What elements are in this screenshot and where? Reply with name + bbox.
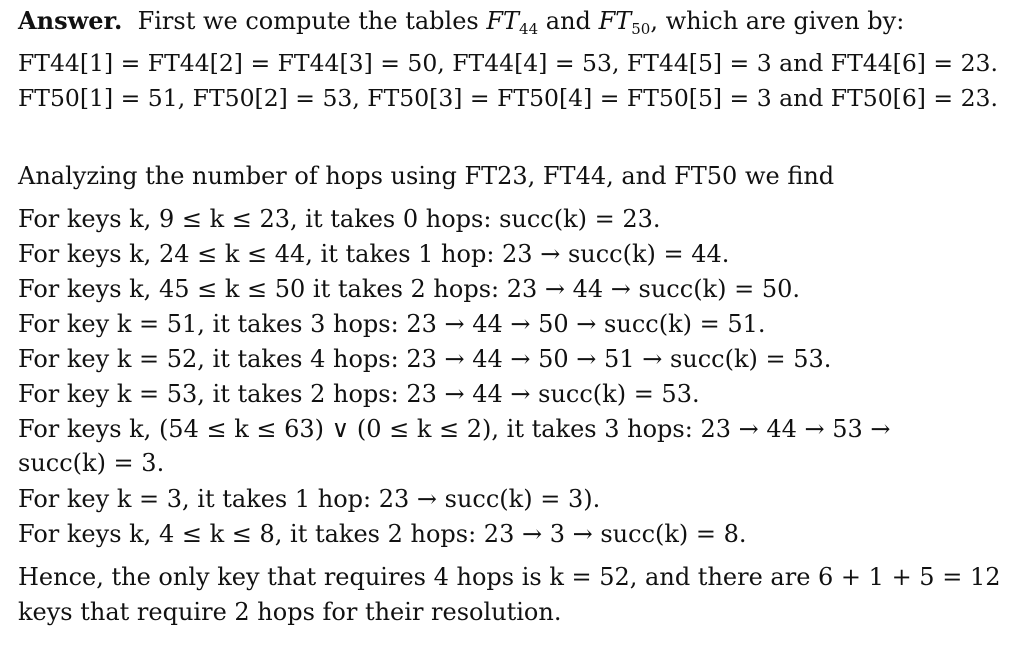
hop-case: For keys k, (54 ≤ k ≤ 63) ∨ (0 ≤ k ≤ 2), it takes 3 hops: 23 → 44 → 53 → [18,415,891,443]
conclusion-line: Hence, the only key that requires 4 hops is k = 52, and there are 6 + 1 + 5 = 12 [18,563,1001,591]
ft44-table-line: FT44[1] = FT44[2] = FT44[3] = 50, FT44[4] = 53, FT44[5] = 3 and FT44[6] = 23. [18,49,998,77]
conclusion-line: keys that require 2 hops for their resolution. [18,598,562,626]
hop-case: For key k = 51, it takes 3 hops: 23 → 44 → 50 → succ(k) = 51. [18,310,766,338]
intro-and: and [545,7,591,35]
answer-intro: Answer. First we compute the tables $FT_{44}$ and $FT_{50}$, which are given by: [18,6,905,38]
hops-intro: Analyzing the number of hops using FT23, FT44, and FT50 we find [18,162,835,190]
hop-case: For keys k, 24 ≤ k ≤ 44, it takes 1 hop: 23 → succ(k) = 44. [18,240,730,268]
hop-case: For key k = 3, it takes 1 hop: 23 → succ(k) = 3). [18,485,601,513]
intro-text: First we compute the tables [137,7,479,35]
answer-label: Answer. [18,6,123,35]
hop-case: For keys k, 45 ≤ k ≤ 50 it takes 2 hops: 23 → 44 → succ(k) = 50. [18,275,800,303]
hop-case: For key k = 52, it takes 4 hops: 23 → 44 → 50 → 51 → succ(k) = 53. [18,345,832,373]
ft50-table-line: FT50[1] = 51, FT50[2] = 53, FT50[3] = FT50[4] = FT50[5] = 3 and FT50[6] = 23. [18,84,998,112]
intro-end: , which are given by: [650,7,905,35]
hop-case-continued: succ(k) = 3. [18,449,165,477]
hop-case: For key k = 53, it takes 2 hops: 23 → 44 → succ(k) = 53. [18,380,700,408]
hop-case: For keys k, 9 ≤ k ≤ 23, it takes 0 hops: succ(k) = 23. [18,205,661,233]
hop-case: For keys k, 4 ≤ k ≤ 8, it takes 2 hops: 23 → 3 → succ(k) = 8. [18,520,747,548]
